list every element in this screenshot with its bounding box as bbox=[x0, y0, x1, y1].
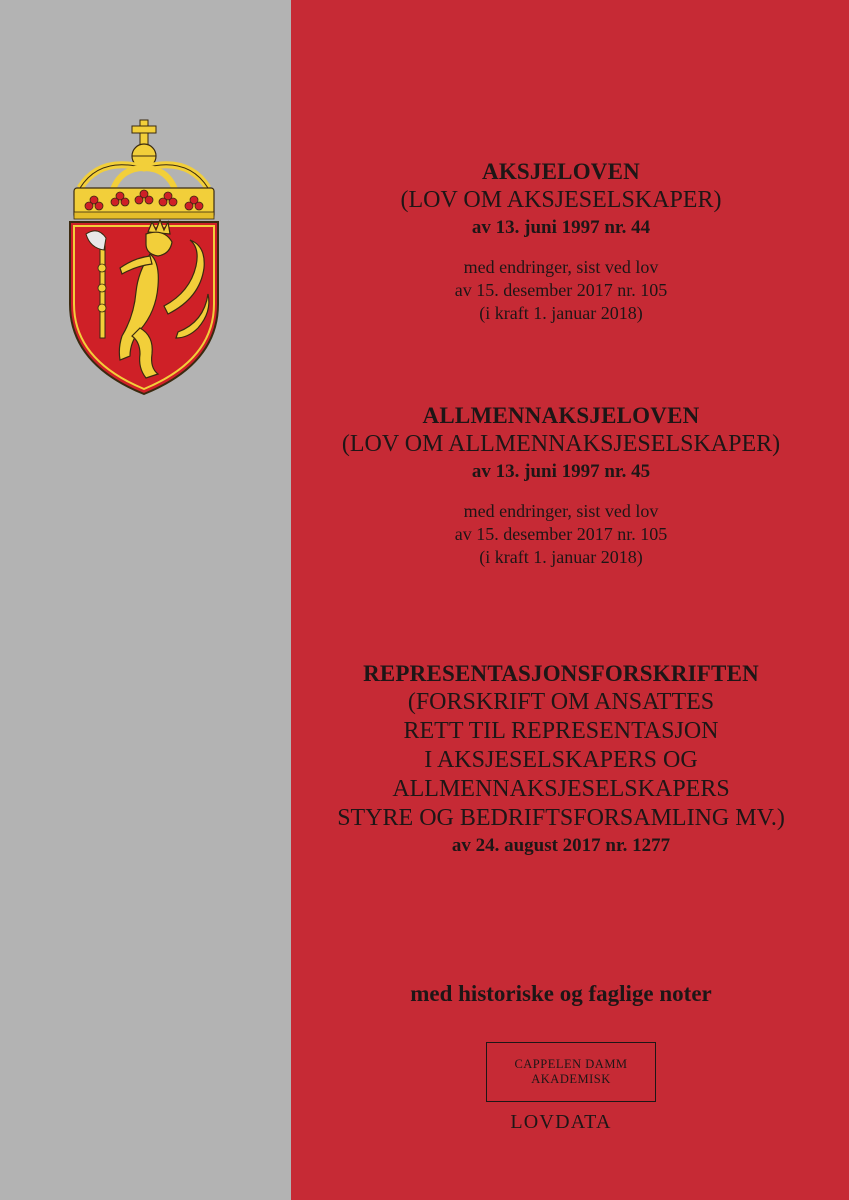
law1-block bbox=[291, 158, 831, 325]
regulation-title: REPRESENTASJONSFORSKRIFTEN bbox=[363, 661, 759, 686]
regulation-subtitle-line: (FORSKRIFT OM ANSATTES bbox=[407, 689, 715, 715]
publisher-line1: CAPPELEN DAMM bbox=[514, 1057, 628, 1071]
law1-subtitle: (LOV OM AKSJESELSKAPER) bbox=[400, 187, 722, 213]
regulation-block bbox=[291, 660, 831, 858]
notes-block bbox=[291, 980, 831, 1008]
law2-amend-line3: (i kraft 1. januar 2018) bbox=[479, 547, 643, 567]
law2-block bbox=[291, 402, 831, 569]
regulation-subtitle-line: STYRE OG BEDRIFTSFORSAMLING MV.) bbox=[337, 805, 785, 831]
law2-amend-line1: med endringer, sist ved lov bbox=[463, 501, 659, 521]
law2-title: ALLMENNAKSJELOVEN bbox=[422, 403, 700, 428]
regulation-subtitle-line: I AKSJESELSKAPERS OG bbox=[424, 747, 698, 773]
norwegian-coat-of-arms-icon bbox=[60, 116, 228, 398]
lovdata-block bbox=[291, 1110, 831, 1134]
regulation-subtitle-line: RETT TIL REPRESENTASJON bbox=[403, 718, 719, 744]
law2-subtitle: (LOV OM ALLMENNAKSJESELSKAPER) bbox=[341, 431, 781, 457]
publisher-logo-box bbox=[486, 1042, 656, 1102]
law2-date: av 13. juni 1997 nr. 45 bbox=[471, 461, 651, 482]
law2-amend-line2: av 15. desember 2017 nr. 105 bbox=[454, 524, 668, 544]
law1-amend-line3: (i kraft 1. januar 2018) bbox=[479, 303, 643, 323]
law1-amend-line2: av 15. desember 2017 nr. 105 bbox=[454, 280, 668, 300]
law1-date: av 13. juni 1997 nr. 44 bbox=[471, 217, 651, 238]
law1-amend-line1: med endringer, sist ved lov bbox=[463, 257, 659, 277]
historical-notes-line: med historiske og faglige noter bbox=[410, 981, 712, 1006]
lovdata-label: LOVDATA bbox=[510, 1111, 612, 1133]
regulation-date: av 24. august 2017 nr. 1277 bbox=[451, 835, 671, 856]
regulation-subtitle-line: ALLMENNAKSJESELSKAPERS bbox=[392, 776, 730, 802]
law1-title: AKSJELOVEN bbox=[482, 159, 640, 184]
publisher-line2: AKADEMISK bbox=[531, 1072, 611, 1086]
